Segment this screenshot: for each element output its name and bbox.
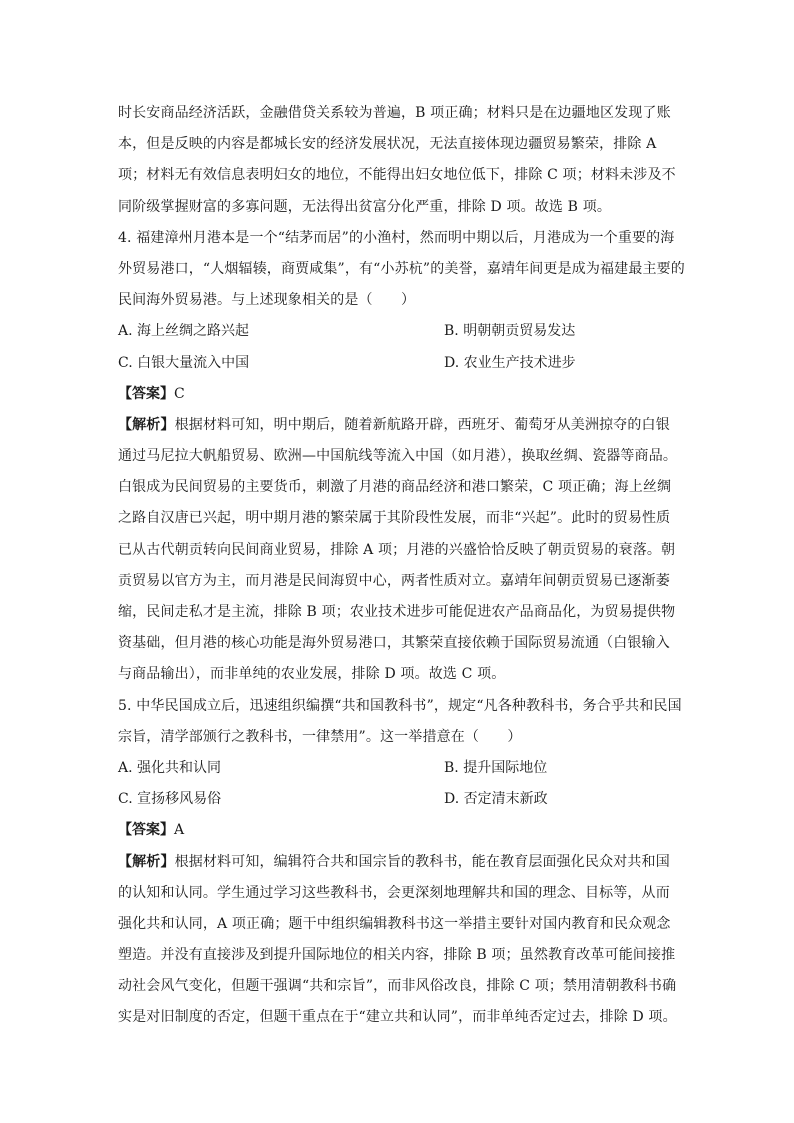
analysis-text: 根据材料可知，明中期后，随着新航路开辟，西班牙、葡萄牙从美洲掠夺的白银: [174, 416, 670, 433]
text-line: 时长安商品经济活跃，金融借贷关系较为普遍，B 项正确；材料只是在边疆地区发现了账: [118, 105, 671, 121]
options-row: [118, 753, 678, 784]
option-c: C. 宣扬移风易俗: [118, 791, 222, 808]
question-stem-line: 宗旨，清学部颁行之教科书，一律禁用”。这一举措意在（ ）: [118, 728, 522, 745]
answer-value: A: [174, 822, 185, 839]
analysis-line: 动社会风气变化，但题干强调“共和宗旨”，而非风俗改良，排除 C 项；禁用清朝教科书确: [118, 978, 677, 995]
options-row: [118, 348, 678, 379]
analysis-label: 【解析】: [118, 416, 175, 433]
answer-label: 【答案】: [118, 385, 174, 402]
answer-value: C: [174, 385, 185, 402]
analysis-line: 白银成为民间贸易的主要货币，刺激了月港的商品经济和港口繁荣，C 项正确；海上丝绸: [118, 479, 672, 496]
text-line: 项；材料无有效信息表明妇女的地位，不能得出妇女地位低下，排除 C 项；材料未涉及不: [118, 167, 676, 184]
question-stem-line: 外贸易港口，“人烟辐辏，商贾咸集”，有“小苏杭”的美誉，嘉靖年间更是成为福建最主要的: [118, 260, 685, 277]
analysis-line: 之路自汉唐已兴起，明中期月港的繁荣属于其阶段性发展，而非“兴起”。此时的贸易性质: [118, 510, 671, 527]
option-d: D. 否定清末新政: [444, 791, 548, 808]
question-5: [118, 691, 682, 1034]
option-a: A. 强化共和认同: [118, 759, 222, 776]
analysis-line: [118, 410, 678, 441]
analysis-line: 的认知和认同。学生通过学习这些教科书，会更深刻地理解共和国的理念、目标等，从而: [118, 884, 670, 901]
analysis-label: 【解析】: [118, 853, 175, 870]
text-line: 同阶级掌握财富的多寡问题，无法得出贫富分化严重，排除 D 项。故选 B 项。: [118, 198, 612, 215]
document-page: [118, 98, 685, 1034]
question-stem-line: 4. 福建漳州月港本是一个“结茅而居”的小渔村，然而明中期以后，月港成为一个重要的海: [118, 229, 675, 246]
option-b: B. 提升国际地位: [444, 759, 548, 776]
option-c: C. 白银大量流入中国: [118, 354, 250, 371]
answer-label: 【答案】: [118, 822, 174, 839]
analysis-line: 已从古代朝贡转向民间商业贸易，排除 A 项；月港的兴盛恰恰反映了朝贡贸易的衰落。朝: [118, 541, 676, 558]
option-a: A. 海上丝绸之路兴起: [118, 323, 250, 340]
analysis-line: 缩，民间走私才是主流，排除 B 项；农业技术进步可能促进农产品商品化，为贸易提供物: [118, 604, 676, 620]
analysis-line: [118, 847, 678, 878]
question-stem-line: 5. 中华民国成立后，迅速组织编撰“共和国教科书”，规定“凡各种教科书，务合乎共和民国: [118, 697, 682, 714]
analysis-line: 实是对旧制度的否定，但题干重点在于“建立共和认同”，而非单纯否定过去，排除 D 项。: [118, 1009, 677, 1026]
option-b: B. 明朝朝贡贸易发达: [444, 323, 576, 340]
question-stem-line: 民间海外贸易港。与上述现象相关的是（ ）: [118, 292, 416, 309]
analysis-line: 塑造。并没有直接涉及到提升国际地位的相关内容，排除 B 项；虽然教育改革可能间接推: [118, 947, 676, 964]
analysis-line: 强化共和认同，A 项正确；题干中组织编辑教科书这一举措主要针对国内教育和民众观念: [118, 915, 671, 932]
answer-line: [118, 379, 678, 410]
answer-line: [118, 815, 678, 846]
text-line: 本，但是反映的内容是都城长安的经济发展状况，无法直接体现边疆贸易繁荣，排除 A: [118, 136, 657, 153]
analysis-line: 贡贸易以官方为主，而月港是民间海贸中心，两者性质对立。嘉靖年间朝贡贸易已逐渐萎: [118, 572, 670, 589]
analysis-line: 资基础，但月港的核心功能是海外贸易港口，其繁荣直接依赖于国际贸易流通（白银输入: [118, 635, 670, 652]
option-d: D. 农业生产技术进步: [444, 354, 576, 371]
options-row: [118, 316, 678, 347]
options-row: [118, 784, 678, 815]
analysis-line: 与商品输出），而非单纯的农业发展，排除 D 项。故选 C 项。: [118, 666, 506, 683]
question-4: [118, 223, 685, 691]
analysis-text: 根据材料可知，编辑符合共和国宗旨的教科书，能在教育层面强化民众对共和国: [174, 853, 670, 870]
previous-analysis: [118, 98, 678, 223]
analysis-line: 通过马尼拉大帆船贸易、欧洲—中国航线等流入中国（如月港），换取丝绸、瓷器等商品。: [118, 448, 677, 465]
